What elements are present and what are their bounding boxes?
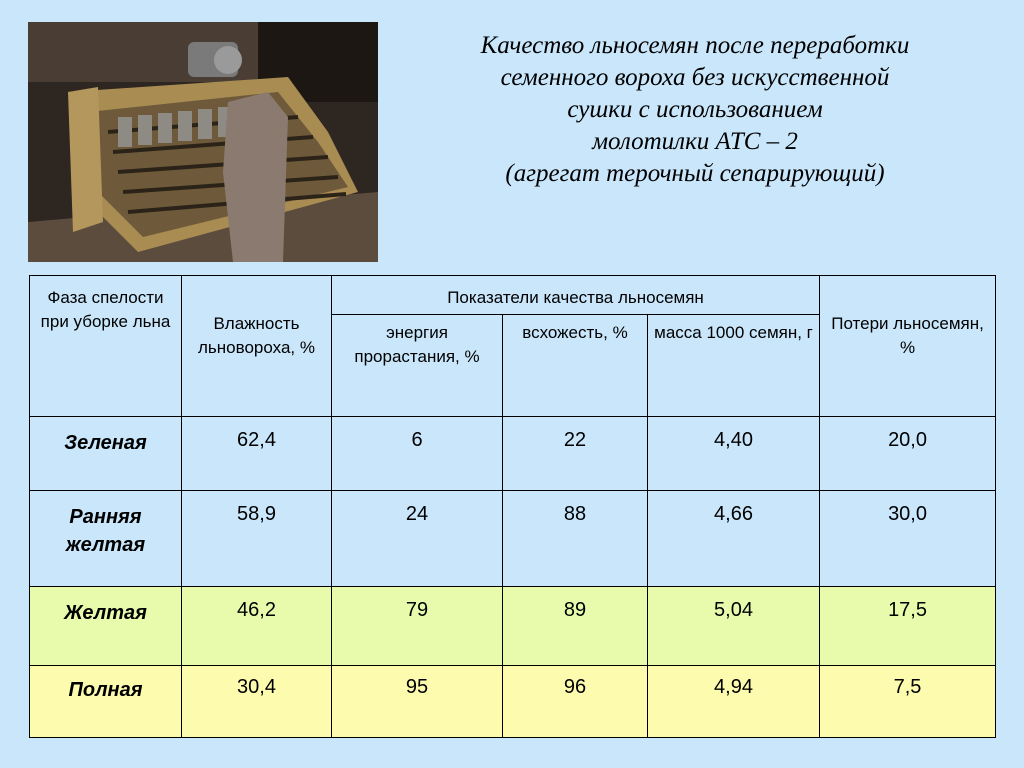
cell-germination: 89	[503, 587, 648, 666]
cell-moisture: 62,4	[182, 417, 332, 491]
cell-mass: 4,94	[648, 666, 820, 738]
table-header-row	[30, 276, 996, 315]
table-row	[30, 491, 996, 587]
cell-losses: 20,0	[820, 417, 996, 491]
header-moisture: Влажность льновороха, %	[182, 276, 332, 417]
cell-germ-energy: 95	[332, 666, 503, 738]
cell-phase: Зеленая	[30, 417, 182, 491]
cell-losses: 30,0	[820, 491, 996, 587]
cell-losses: 17,5	[820, 587, 996, 666]
cell-moisture: 46,2	[182, 587, 332, 666]
cell-germination: 88	[503, 491, 648, 587]
cell-losses: 7,5	[820, 666, 996, 738]
title-line: семенного вороха без искусственной	[500, 64, 890, 91]
cell-mass: 4,40	[648, 417, 820, 491]
title-line: (агрегат терочный сепарирующий)	[505, 160, 885, 187]
cell-mass: 4,66	[648, 491, 820, 587]
header-germ-energy: энергия прорастания, %	[332, 315, 503, 417]
table-row	[30, 587, 996, 666]
cell-phase: Полная	[30, 666, 182, 738]
header-phase: Фаза спелости при уборке льна	[30, 276, 182, 417]
cell-germ-energy: 6	[332, 417, 503, 491]
cell-germ-energy: 79	[332, 587, 503, 666]
cell-mass: 5,04	[648, 587, 820, 666]
header-mass: масса 1000 семян, г	[648, 315, 820, 417]
cell-germ-energy: 24	[332, 491, 503, 587]
cell-moisture: 58,9	[182, 491, 332, 587]
cell-moisture: 30,4	[182, 666, 332, 738]
title-line: молотилки АТС – 2	[592, 128, 798, 155]
machine-photo	[28, 22, 378, 262]
table-row	[30, 666, 996, 738]
cell-germination: 22	[503, 417, 648, 491]
cell-germination: 96	[503, 666, 648, 738]
title-line: Качество льносемян после переработки	[480, 32, 910, 59]
cell-phase: Желтая	[30, 587, 182, 666]
seed-quality-table	[29, 275, 996, 738]
header-germination: всхожесть, %	[503, 315, 648, 417]
slide-title	[395, 30, 995, 190]
table-row	[30, 417, 996, 491]
cell-phase: Ранняя желтая	[30, 491, 182, 587]
header-losses: Потери льносемян, %	[820, 276, 996, 417]
title-line: сушки с использованием	[567, 96, 823, 123]
header-quality-group: Показатели качества льносемян	[332, 276, 820, 315]
